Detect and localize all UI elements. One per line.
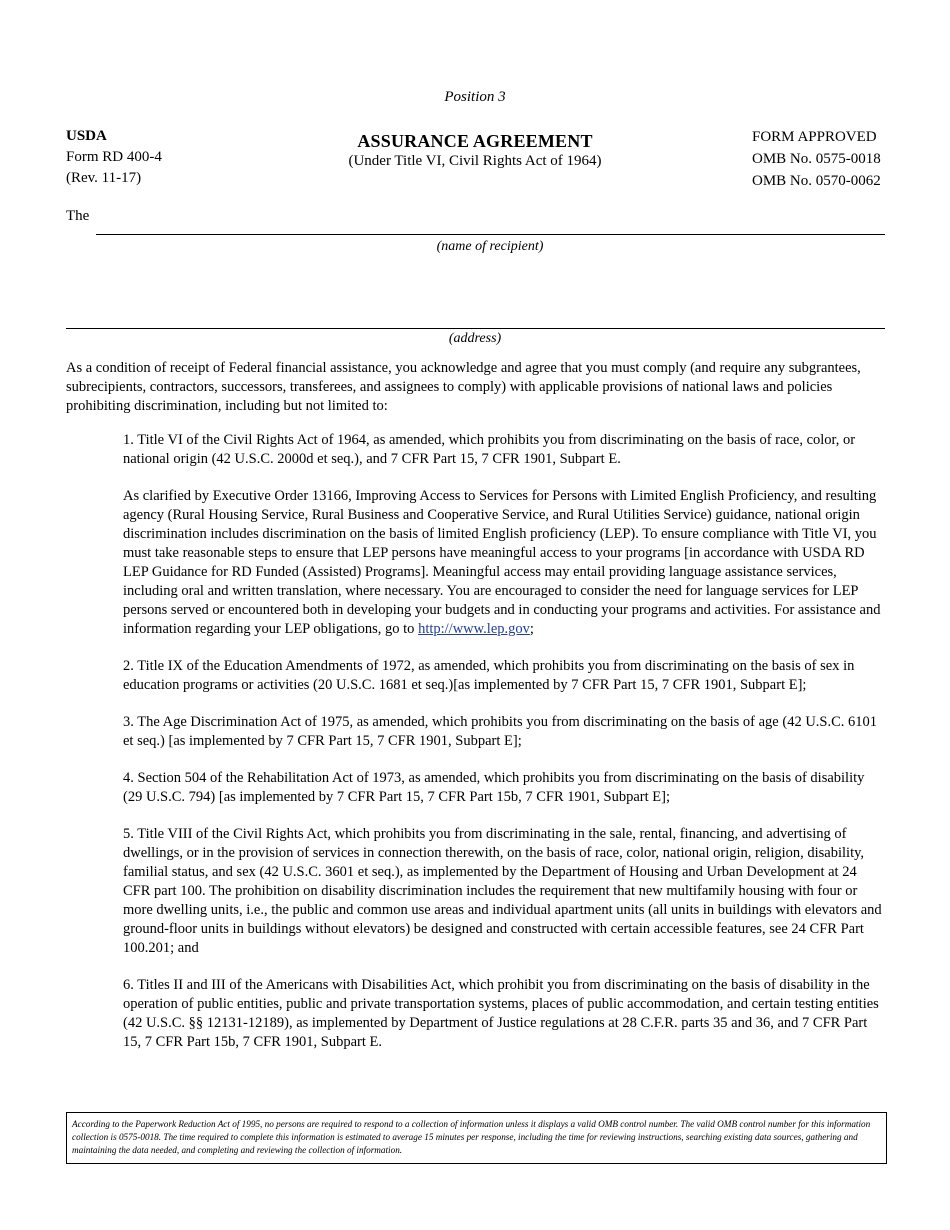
recipient-name-field[interactable]: [96, 234, 885, 235]
provision-4: 4. Section 504 of the Rehabilitation Act of 1973, as amended, which prohibits you from discriminating on the basis of disability (29 U.S.C. 794) [as implemented by 7 CFR Part 15, 7 CFR Part 15b, 7 CFR 1901, Subpart E];: [123, 770, 865, 805]
intro-paragraph: As a condition of receipt of Federal financial assistance, you acknowledge and agree that you must comply (and require any subgrantees, subrecipients, contractors, successors, transferees, and assignees to comply) with applicable provisions of national laws and policies prohibiting discrimination, including but not limited to:: [66, 360, 861, 414]
lep-text: As clarified by Executive Order 13166, Improving Access to Services for Persons with Limited English Proficiency, and resulting agency (Rural Housing Service, Rural Business and Cooperative Service, and Rural Utilities Service) guidance, national origin discrimination includes discrimination on the basis of limited English proficiency (LEP). To ensure compliance with Title VI, you must take reasonable steps to ensure that LEP persons have meaningful access to your programs [in accordance with USDA RD LEP Guidance for RD Funded (Assisted) Programs]. Meaningful access may entail providing language assistance services, including oral and written translation, where necessary. You are encouraged to consider the need for language services for LEP persons served or encountered both in developing your budgets and in conducting your programs and activities. For assistance and information regarding your LEP obligations, go to: [123, 488, 881, 637]
recipient-address-caption: (address): [448, 331, 502, 346]
agency-name: USDA: [66, 128, 107, 144]
lep-suffix: ;: [529, 621, 534, 637]
title-block: [300, 131, 650, 170]
position-label: Position 3: [444, 89, 506, 105]
lep-link[interactable]: http://www.lep.gov: [418, 621, 530, 637]
form-number: Form RD 400-4: [66, 149, 162, 165]
omb-number-2: OMB No. 0570-0062: [752, 173, 881, 189]
provision-6: 6. Titles II and III of the Americans with Disabilities Act, which prohibit you from discriminating on the basis of disability in the operation of public entities, public and private transportation systems, places of public accommodation, and certain testing entities (42 U.S.C. §§ 12131-12189), as implemented by Department of Justice regulations at 28 C.F.R. parts 35 and 36, and 7 CFR Part 15, 7 CFR Part 15b, 7 CFR 1901, Subpart E.: [123, 977, 879, 1050]
the-label: The: [66, 208, 90, 224]
paperwork-notice: According to the Paperwork Reduction Act of 1995, no persons are required to respond to a collection of information unless it displays a valid OMB control number. The valid OMB control number for this information collection is 0575-0018. The time required to complete this information is estimated to average 15 minutes per response, including the time for reviewing instructions, searching existing data sources, gathering and maintaining the data needed, and completing and reviewing the collection of information.: [66, 1112, 887, 1164]
lep-paragraph: [123, 487, 886, 639]
provisions-list: [123, 431, 886, 1070]
form-title: ASSURANCE AGREEMENT: [357, 131, 593, 151]
recipient-address-field[interactable]: [66, 328, 885, 329]
form-approved-label: FORM APPROVED: [752, 129, 877, 145]
provision-2: 2. Title IX of the Education Amendments of 1972, as amended, which prohibits you from discriminating on the basis of sex in education programs or activities (20 U.S.C. 1681 et seq.)[as implemented by 7 CFR Part 15, 7 CFR 1901, Subpart E];: [123, 658, 855, 693]
form-revision: (Rev. 11-17): [66, 170, 142, 186]
provision-5: 5. Title VIII of the Civil Rights Act, which prohibits you from discriminating in the sale, rental, financing, and advertising of dwellings, or in the provision of services in connection therewith, on the basis of race, color, national origin, religion, disability, familial status, and sex (42 U.S.C. 3601 et seq.), as implemented by the Department of Housing and Urban Development at 24 CFR part 100. The prohibition on disability discrimination includes the requirement that new multifamily housing with four or more dwelling units, i.e., the public and common use areas and individual apartment units (all units in buildings with elevators and ground-floor units in buildings without elevators) be designed and constructed with certain accessible features, see 24 CFR Part 100.201; and: [123, 826, 882, 956]
provision-1: 1. Title VI of the Civil Rights Act of 1964, as amended, which prohibits you from discriminating on the basis of race, color, or national origin (42 U.S.C. 2000d et seq.), and 7 CFR Part 15, 7 CFR 1901, Subpart E.: [123, 432, 856, 467]
form-subtitle: (Under Title VI, Civil Rights Act of 1964): [348, 153, 602, 169]
agency-block: [66, 126, 162, 189]
omb-number-1: OMB No. 0575-0018: [752, 151, 881, 167]
recipient-name-caption: (name of recipient): [436, 239, 544, 254]
provision-3: 3. The Age Discrimination Act of 1975, as amended, which prohibits you from discriminating on the basis of age (42 U.S.C. 6101 et seq.) [as implemented by 7 CFR Part 15, 7 CFR 1901, Subpart E];: [123, 714, 878, 749]
omb-block: [752, 126, 881, 192]
